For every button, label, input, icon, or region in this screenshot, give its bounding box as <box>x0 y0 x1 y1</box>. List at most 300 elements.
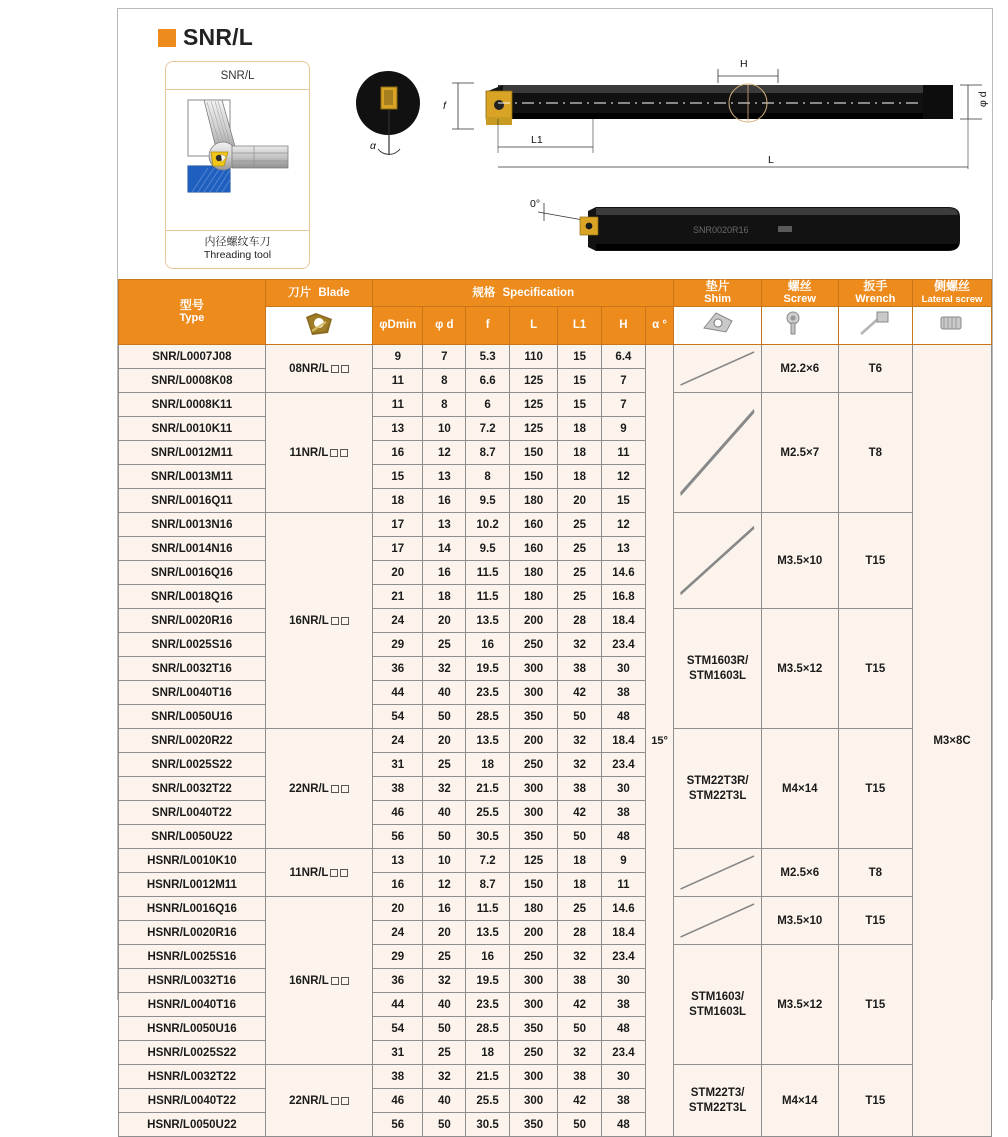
table-body <box>119 345 992 1137</box>
header-type <box>119 280 266 345</box>
cell-d: 40 <box>423 801 466 825</box>
cell-f: 9.5 <box>466 489 510 513</box>
header-spec-en: Specification <box>502 286 575 299</box>
wrench-icon-cell <box>838 307 912 345</box>
table-row[interactable] <box>119 609 992 633</box>
cell-L1: 25 <box>558 561 602 585</box>
cell-f: 21.5 <box>466 777 510 801</box>
shim-line2: STM1603L <box>689 1005 747 1018</box>
cell-L1: 15 <box>558 369 602 393</box>
header-screw <box>761 280 838 307</box>
cell-H: 15 <box>602 489 646 513</box>
header-blade-en: Blade <box>318 286 350 299</box>
cell-L: 180 <box>510 561 558 585</box>
cell-L: 350 <box>510 825 558 849</box>
table-row[interactable] <box>119 345 992 369</box>
cell-type: HSNR/L0025S16 <box>119 945 266 969</box>
cell-d: 10 <box>423 417 466 441</box>
illustration-card <box>165 61 310 269</box>
shim-line1: STM22T3/ <box>690 1086 745 1099</box>
cell-f: 6.6 <box>466 369 510 393</box>
table-row[interactable] <box>119 393 992 417</box>
cell-Dmin: 46 <box>373 1089 423 1113</box>
header-specification <box>373 280 674 307</box>
cell-type: HSNR/L0050U16 <box>119 1017 266 1041</box>
cell-Dmin: 31 <box>373 1041 423 1065</box>
cell-H: 6.4 <box>602 345 646 369</box>
header-shim-cn: 垫片 <box>705 279 730 293</box>
cell-L1: 18 <box>558 417 602 441</box>
cell-type: SNR/L0016Q16 <box>119 561 266 585</box>
spec-col-header-f: f <box>466 307 510 345</box>
cell-L1: 32 <box>558 753 602 777</box>
cell-Dmin: 44 <box>373 681 423 705</box>
cell-L1: 28 <box>558 609 602 633</box>
cell-L1: 15 <box>558 345 602 369</box>
cell-d: 50 <box>423 705 466 729</box>
cell-Dmin: 44 <box>373 993 423 1017</box>
cell-f: 11.5 <box>466 585 510 609</box>
cell-L: 300 <box>510 801 558 825</box>
cell-H: 48 <box>602 705 646 729</box>
table-row[interactable] <box>119 945 992 969</box>
cell-wrench: T8 <box>838 393 912 513</box>
cell-L1: 18 <box>558 441 602 465</box>
spec-col-header-H: H <box>602 307 646 345</box>
cell-H: 14.6 <box>602 561 646 585</box>
cell-f: 16 <box>466 633 510 657</box>
cell-Dmin: 38 <box>373 777 423 801</box>
cell-type: HSNR/L0020R16 <box>119 921 266 945</box>
engraving-text: SNR0020R16 <box>693 225 749 235</box>
cell-type: SNR/L0014N16 <box>119 537 266 561</box>
cell-f: 16 <box>466 945 510 969</box>
cell-L1: 50 <box>558 705 602 729</box>
cell-L: 125 <box>510 393 558 417</box>
cell-L1: 18 <box>558 849 602 873</box>
cell-H: 38 <box>602 993 646 1017</box>
cell-f: 28.5 <box>466 1017 510 1041</box>
cell-type: SNR/L0050U22 <box>119 825 266 849</box>
cell-f: 8 <box>466 465 510 489</box>
cell-L1: 38 <box>558 1065 602 1089</box>
empty-slash-icon <box>674 849 761 896</box>
header-type-en: Type <box>179 312 205 324</box>
cell-Dmin: 38 <box>373 1065 423 1089</box>
cell-L: 200 <box>510 729 558 753</box>
cell-H: 12 <box>602 465 646 489</box>
cell-blade <box>265 393 372 513</box>
specification-table <box>118 279 992 1137</box>
cell-f: 5.3 <box>466 345 510 369</box>
cell-screw: M4×14 <box>761 1065 838 1137</box>
cell-Dmin: 13 <box>373 849 423 873</box>
cell-screw: M3.5×12 <box>761 945 838 1065</box>
cell-L1: 50 <box>558 1113 602 1137</box>
cell-L1: 50 <box>558 825 602 849</box>
insert-icon <box>302 311 336 337</box>
shim-icon <box>700 310 736 338</box>
cell-f: 18 <box>466 753 510 777</box>
header-shim <box>674 280 762 307</box>
cell-H: 9 <box>602 417 646 441</box>
cell-L: 300 <box>510 657 558 681</box>
cell-Dmin: 16 <box>373 441 423 465</box>
cell-L1: 32 <box>558 633 602 657</box>
cell-Dmin: 24 <box>373 921 423 945</box>
screw-icon-cell <box>761 307 838 345</box>
cell-type: SNR/L0008K11 <box>119 393 266 417</box>
cell-Dmin: 17 <box>373 537 423 561</box>
table-row[interactable] <box>119 513 992 537</box>
cell-Dmin: 20 <box>373 561 423 585</box>
cell-H: 38 <box>602 1089 646 1113</box>
cell-L: 350 <box>510 1113 558 1137</box>
cell-Dmin: 13 <box>373 417 423 441</box>
header-screw-cn: 螺丝 <box>787 279 812 293</box>
cell-type: SNR/L0020R16 <box>119 609 266 633</box>
wrench-icon <box>857 310 893 338</box>
table-row[interactable] <box>119 1065 992 1089</box>
cell-Dmin: 36 <box>373 657 423 681</box>
cell-H: 14.6 <box>602 897 646 921</box>
cell-f: 11.5 <box>466 897 510 921</box>
cell-d: 50 <box>423 825 466 849</box>
cell-H: 18.4 <box>602 729 646 753</box>
cell-wrench: T15 <box>838 945 912 1065</box>
cell-type: HSNR/L0012M11 <box>119 873 266 897</box>
cell-lateral-screw: M3×8C <box>913 345 992 1137</box>
cell-type: SNR/L0032T16 <box>119 657 266 681</box>
cell-L: 160 <box>510 513 558 537</box>
cell-type: HSNR/L0050U22 <box>119 1113 266 1137</box>
cell-H: 30 <box>602 657 646 681</box>
cell-H: 12 <box>602 513 646 537</box>
cell-d: 25 <box>423 753 466 777</box>
cell-H: 48 <box>602 1017 646 1041</box>
cell-d: 50 <box>423 1113 466 1137</box>
cell-L: 250 <box>510 1041 558 1065</box>
empty-slash-icon <box>674 897 761 944</box>
cell-L1: 15 <box>558 393 602 417</box>
title-label: SNR/L <box>183 24 253 50</box>
shim-icon-cell <box>674 307 762 345</box>
cell-H: 23.4 <box>602 945 646 969</box>
cell-L1: 42 <box>558 993 602 1017</box>
table-header-row-1 <box>119 280 992 307</box>
cell-L1: 32 <box>558 729 602 753</box>
cell-d: 8 <box>423 369 466 393</box>
shim-line2: STM1603L <box>689 669 747 682</box>
cell-Dmin: 56 <box>373 1113 423 1137</box>
cell-screw: M3.5×12 <box>761 609 838 729</box>
header-wrench-en: Wrench <box>855 293 896 305</box>
table-row[interactable] <box>119 849 992 873</box>
cell-L: 150 <box>510 465 558 489</box>
f-dim-label: f <box>443 100 446 112</box>
cell-shim <box>674 1065 762 1137</box>
cell-H: 11 <box>602 873 646 897</box>
page-title <box>158 24 253 51</box>
cell-H: 11 <box>602 441 646 465</box>
cell-f: 25.5 <box>466 801 510 825</box>
cell-L: 300 <box>510 969 558 993</box>
cell-type: SNR/L0016Q11 <box>119 489 266 513</box>
cell-alpha: 15° <box>645 345 673 1137</box>
cell-L1: 38 <box>558 657 602 681</box>
illustration-caption <box>166 230 309 268</box>
caption-en: Threading tool <box>203 249 272 261</box>
cell-L: 300 <box>510 777 558 801</box>
cell-H: 7 <box>602 369 646 393</box>
cell-shim <box>674 345 762 393</box>
cell-d: 32 <box>423 657 466 681</box>
cell-H: 30 <box>602 1065 646 1089</box>
cell-Dmin: 17 <box>373 513 423 537</box>
table-row[interactable] <box>119 729 992 753</box>
L1-dim-label: L1 <box>531 134 543 146</box>
cell-L: 300 <box>510 681 558 705</box>
cell-L: 250 <box>510 945 558 969</box>
cell-wrench: T15 <box>838 513 912 609</box>
cell-type: SNR/L0025S16 <box>119 633 266 657</box>
cell-H: 23.4 <box>602 633 646 657</box>
cell-f: 13.5 <box>466 729 510 753</box>
cell-Dmin: 15 <box>373 465 423 489</box>
cell-d: 40 <box>423 681 466 705</box>
cell-L: 150 <box>510 441 558 465</box>
cell-wrench: T15 <box>838 609 912 729</box>
cell-type: HSNR/L0010K10 <box>119 849 266 873</box>
alpha-dim-label: α <box>370 140 376 152</box>
cell-H: 23.4 <box>602 1041 646 1065</box>
shim-line1: STM1603/ <box>691 990 745 1003</box>
cell-L1: 18 <box>558 873 602 897</box>
phi-d-dim-label: φ d <box>977 91 989 107</box>
cell-L1: 20 <box>558 489 602 513</box>
cell-wrench: T15 <box>838 1065 912 1137</box>
cell-type: SNR/L0012M11 <box>119 441 266 465</box>
cell-L1: 32 <box>558 945 602 969</box>
cell-f: 7.2 <box>466 417 510 441</box>
cell-shim <box>674 513 762 609</box>
cell-screw: M3.5×10 <box>761 513 838 609</box>
cell-d: 50 <box>423 1017 466 1041</box>
cell-Dmin: 29 <box>373 633 423 657</box>
header-lateral-screw <box>913 280 992 307</box>
spec-col-header-: α ° <box>645 307 673 345</box>
cell-d: 10 <box>423 849 466 873</box>
cell-d: 40 <box>423 1089 466 1113</box>
spec-col-header-Dmin: φDmin <box>373 307 423 345</box>
cell-f: 8.7 <box>466 873 510 897</box>
cell-d: 25 <box>423 945 466 969</box>
cell-Dmin: 9 <box>373 345 423 369</box>
cell-d: 32 <box>423 969 466 993</box>
cell-d: 13 <box>423 465 466 489</box>
cell-type: HSNR/L0032T16 <box>119 969 266 993</box>
cell-H: 9 <box>602 849 646 873</box>
cell-f: 13.5 <box>466 609 510 633</box>
header-blade-cn: 刀片 <box>288 286 312 299</box>
cell-L: 350 <box>510 705 558 729</box>
cell-Dmin: 29 <box>373 945 423 969</box>
cell-f: 9.5 <box>466 537 510 561</box>
cell-d: 20 <box>423 729 466 753</box>
cell-f: 19.5 <box>466 657 510 681</box>
shim-line1: STM1603R/ <box>686 654 749 667</box>
cell-H: 48 <box>602 825 646 849</box>
blade-label: 11NR/L <box>289 446 329 459</box>
cell-d: 12 <box>423 873 466 897</box>
title-color-swatch <box>158 29 176 47</box>
cell-shim <box>674 609 762 729</box>
cell-blade <box>265 897 372 1065</box>
cell-d: 8 <box>423 393 466 417</box>
cell-L1: 28 <box>558 921 602 945</box>
spec-col-header-d: φ d <box>423 307 466 345</box>
cell-d: 20 <box>423 609 466 633</box>
header-blade <box>265 280 372 307</box>
cell-d: 20 <box>423 921 466 945</box>
cell-Dmin: 56 <box>373 825 423 849</box>
cell-H: 18.4 <box>602 609 646 633</box>
cell-L: 300 <box>510 993 558 1017</box>
cell-L1: 25 <box>558 513 602 537</box>
cell-screw: M2.5×7 <box>761 393 838 513</box>
cell-f: 25.5 <box>466 1089 510 1113</box>
technical-drawing-top <box>348 57 1008 177</box>
blade-label: 08NR/L <box>289 362 329 375</box>
cell-L1: 50 <box>558 1017 602 1041</box>
caption-cn: 内径螺纹车刀 <box>204 236 271 248</box>
cell-Dmin: 36 <box>373 969 423 993</box>
cell-Dmin: 11 <box>373 369 423 393</box>
cell-type: SNR/L0018Q16 <box>119 585 266 609</box>
cell-L: 200 <box>510 921 558 945</box>
cell-H: 38 <box>602 801 646 825</box>
cell-L: 300 <box>510 1065 558 1089</box>
cell-wrench: T6 <box>838 345 912 393</box>
cell-L1: 42 <box>558 1089 602 1113</box>
cell-Dmin: 54 <box>373 705 423 729</box>
cell-L: 125 <box>510 849 558 873</box>
cell-H: 7 <box>602 393 646 417</box>
cell-L1: 25 <box>558 585 602 609</box>
threading-tool-illustration <box>166 90 309 232</box>
cell-type: SNR/L0025S22 <box>119 753 266 777</box>
cell-L: 150 <box>510 873 558 897</box>
cell-Dmin: 46 <box>373 801 423 825</box>
cell-f: 10.2 <box>466 513 510 537</box>
cell-d: 32 <box>423 1065 466 1089</box>
cell-d: 18 <box>423 585 466 609</box>
cell-Dmin: 24 <box>373 729 423 753</box>
cell-Dmin: 18 <box>373 489 423 513</box>
cell-type: SNR/L0040T22 <box>119 801 266 825</box>
cell-type: HSNR/L0040T22 <box>119 1089 266 1113</box>
cell-L1: 38 <box>558 969 602 993</box>
cell-H: 16.8 <box>602 585 646 609</box>
cell-L: 300 <box>510 1089 558 1113</box>
cell-shim <box>674 945 762 1065</box>
cell-f: 30.5 <box>466 825 510 849</box>
cell-L: 180 <box>510 585 558 609</box>
spec-col-header-L1: L1 <box>558 307 602 345</box>
cell-screw: M3.5×10 <box>761 897 838 945</box>
cell-L: 350 <box>510 1017 558 1041</box>
header-type-cn: 型号 <box>179 298 204 312</box>
cell-d: 16 <box>423 561 466 585</box>
cell-d: 32 <box>423 777 466 801</box>
cell-blade <box>265 345 372 393</box>
blade-label: 22NR/L <box>289 1094 329 1107</box>
cell-L1: 32 <box>558 1041 602 1065</box>
cell-type: SNR/L0008K08 <box>119 369 266 393</box>
cell-H: 38 <box>602 681 646 705</box>
cell-H: 13 <box>602 537 646 561</box>
cell-H: 18.4 <box>602 921 646 945</box>
cell-blade <box>265 513 372 729</box>
cell-f: 28.5 <box>466 705 510 729</box>
header-wrench <box>838 280 912 307</box>
cell-d: 14 <box>423 537 466 561</box>
cell-wrench: T8 <box>838 849 912 897</box>
cell-L: 125 <box>510 417 558 441</box>
cell-type: SNR/L0050U16 <box>119 705 266 729</box>
cell-type: HSNR/L0032T22 <box>119 1065 266 1089</box>
cell-Dmin: 20 <box>373 897 423 921</box>
cell-H: 30 <box>602 777 646 801</box>
spec-col-header-L: L <box>510 307 558 345</box>
technical-drawing-bottom <box>348 187 1008 277</box>
cell-L: 250 <box>510 753 558 777</box>
illustration-header: SNR/L <box>166 62 309 90</box>
cell-blade <box>265 729 372 849</box>
cell-f: 6 <box>466 393 510 417</box>
cell-L1: 25 <box>558 897 602 921</box>
cell-type: SNR/L0032T22 <box>119 777 266 801</box>
cell-f: 7.2 <box>466 849 510 873</box>
cell-shim <box>674 849 762 897</box>
cell-f: 8.7 <box>466 441 510 465</box>
cell-screw: M2.2×6 <box>761 345 838 393</box>
cell-d: 7 <box>423 345 466 369</box>
catalog-frame <box>117 8 993 1131</box>
cell-Dmin: 16 <box>373 873 423 897</box>
cell-d: 16 <box>423 897 466 921</box>
cell-L1: 25 <box>558 537 602 561</box>
cell-f: 23.5 <box>466 681 510 705</box>
cell-d: 25 <box>423 633 466 657</box>
header-wrench-cn: 扳手 <box>863 279 888 293</box>
zero-deg-label: 0° <box>530 198 541 210</box>
cell-L: 250 <box>510 633 558 657</box>
cell-type: SNR/L0040T16 <box>119 681 266 705</box>
cell-f: 13.5 <box>466 921 510 945</box>
header-lateral-en: Lateral screw <box>921 294 983 305</box>
cell-type: SNR/L0013N16 <box>119 513 266 537</box>
table-row[interactable] <box>119 897 992 921</box>
cell-Dmin: 11 <box>373 393 423 417</box>
cell-f: 11.5 <box>466 561 510 585</box>
cell-H: 30 <box>602 969 646 993</box>
cell-Dmin: 31 <box>373 753 423 777</box>
empty-slash-icon <box>674 345 761 392</box>
blade-label: 16NR/L <box>289 974 329 987</box>
cell-d: 40 <box>423 993 466 1017</box>
empty-slash-icon <box>674 393 761 512</box>
